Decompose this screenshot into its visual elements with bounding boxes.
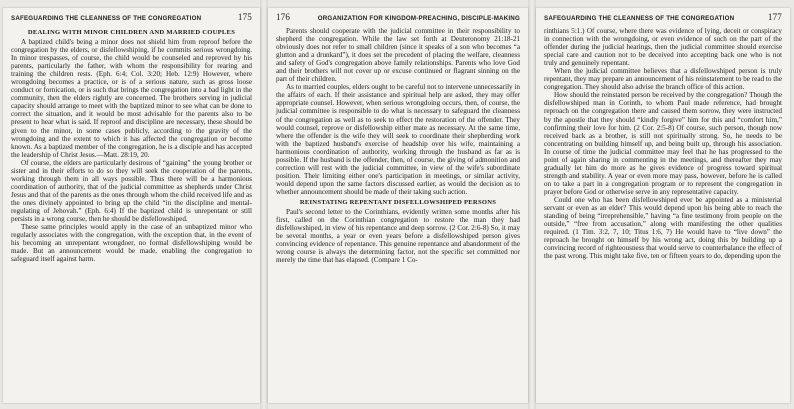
page-177	[536, 8, 790, 403]
page-body	[268, 26, 528, 264]
page-number: 177	[767, 12, 782, 22]
book-gutter-left	[260, 0, 268, 409]
paragraph: How should the reinstated person be received by the congregation? Though the disfellowshiped man in Corinth, to whom Paul made reference, had brought reproach on the congregation there and caused them sorrow, they were instructed by the apostle that they should “kindly forgive” him for this and “comfort him,” confirming their love for him. (2 Cor. 2:5-8) Of course, such person, though now received back as a brother, is still not spiritually strong. So, he needs to be concentrating on building himself up, and being built up, through his association. In course of time the judicial committee may feel that he has progressed to the point of again sharing in commenting in the meetings, and thereafter they may gradually let him do more as he gives evidence of progress toward spiritual strength and stability. A year or even more may pass, however, before he is called on to take a part in a congregation program or to represent the congregation in prayer before God or otherwise serve in any representative capacity.	[544, 91, 782, 196]
paragraph: Paul's second letter to the Corinthians, evidently written some months after his first, called on the Corinthian congregation to restore the man they had disfellowshiped, in view of his repentance and deep sorrow. (2 Cor. 2:6-8) So, it may be several months, a year or even years before a disfellowshiped person gives convincing evidence of repentance. This genuine repentance and abandonment of the wrong course is always the determining factor, not the specific set committed nor merely the time that has elapsed. (Compare 1 Co-	[276, 207, 520, 265]
paragraph: Parents should cooperate with the judicial committee in their responsibility to shepherd the congregation. While the law set forth at Deuteronomy 21:18-21 obviously does not refer to small children (since it speaks of a son who becomes “a glutton and a drunkard”), it does set the precedent of placing the welfare, cleanness and safety of God's congregation above family relationships. Parents who love God and their brothers will not cover up or excuse continued or flagrant sinning on the part of their children.	[276, 27, 520, 84]
paragraph: A baptized child's being a minor does not shield him from reproof before the congregation by the elders, or disfellowshiping, if he commits serious wrongdoing. In minor trespasses, of course, the child would be counseled and reproved by his parents, particularly the father, with whom the responsibility for rearing and training the children rests. (Eph. 6:4; Col. 3:20; Heb. 12:9) However, where wrongdoing becomes a practice, or is of a serious nature, such as gross loose conduct or fornication, or is such that brings the congregation into a bad light in the community, then the elders rightly are concerned. The brothers serving in judicial capacity should arrange to meet with the baptized minor to see what can be done to correct the situation, and it would be most advisable for the parents also to be present to hear what is said. If reproof and discipline are necessary, these should be given to the minor, in some cases publicly, according to the gravity of the wrongdoing and the extent to which it has affected the congregation or become known. As a baptized member of the congregation, he is a disciple and has accepted the leadership of Christ Jesus.—Matt. 28:19, 20.	[11, 38, 252, 159]
running-head	[268, 8, 528, 26]
running-head	[3, 8, 260, 26]
running-head-title: SAFEGUARDING THE CLEANNESS OF THE CONGREGATION	[11, 15, 202, 22]
paragraph: When the judicial committee believes that a disfellowshiped person is truly repentant, they may prepare an announcement of his reinstatement to be read to the congregation. They should also advise the branch office of this action.	[544, 67, 782, 92]
running-head-title: ORGANIZATION FOR KINGDOM-PREACHING, DISCIPLE-MAKING	[317, 15, 520, 22]
book-gutter-right	[528, 0, 536, 409]
running-head	[536, 8, 790, 26]
page-175	[3, 8, 260, 403]
paragraph: As to married couples, elders ought to be careful not to intervene unnecessarily in the affairs of each. If their assistance and spiritual help are asked, they may offer appropriate counsel. However, when serious wrongdoing occurs, then, of course, the judicial committee is responsible to do what is necessary to safeguard the cleanness of the congregation as well as to seek to effect the restoration of the offender. They would counsel, reprove or disfellowship either mate as necessary. At the same time, where the offender is the wife they will seek to coordinate their shepherding work with the baptized husband's exercise of headship over his wife, maintaining a harmonious coordination of authority, working through the husband as far as is possible. If the husband is the offender, then, of course, the giving of admonition and correction will rest with the judicial committee, in view of the wife's subordinate position. Their limiting either one's participation in meetings, or similar activity, would depend upon the same factors discussed earlier, as would the decision as to whether announcement should be made of their taking such action.	[276, 83, 520, 196]
paragraph: These same principles would apply in the case of an unbaptized minor who regularly associates with the congregation, with the exception that, in the event of his becoming an unrepentant wrongdoer, no formal disfellowshiping would be made. But an announcement would be made, enabling the congregation to safeguard itself against harm.	[11, 223, 252, 264]
paragraph: Of course, the elders are particularly desirous of “gaining” the young brother or sister and in their efforts to do so they will seek the cooperation of the parents, working through them in all ways possible. Thus there will be a harmonious coordination of authority, that of the judicial committee as shepherds under Christ Jesus and that of the parents as the ones through whom the child received life and as the ones divinely appointed to bring up the child “in the discipline and mental-regulating of Jehovah.” (Eph. 6:4) If the baptized child is unrepentant or still persists in a wrong course, then he should be disfellowshiped.	[11, 158, 252, 224]
page-number: 175	[237, 12, 252, 22]
page-176	[268, 8, 528, 403]
section-heading: REINSTATING REPENTANT DISFELLOWSHIPED PERSONS	[299, 198, 497, 206]
paragraph: rinthians 5:1.) Of course, where there was evidence of lying, deceit or conspiracy in connection with the wrongdoing, or even evidence of such on the part of the offender during the judicial hearings, then the judicial committee should exercise special care and caution not to be deceived into accepting back one who is not truly and genuinely repentant.	[544, 27, 782, 68]
page-body	[3, 26, 260, 263]
page-number: 176	[276, 12, 291, 22]
section-heading: DEALING WITH MINOR CHILDREN AND MARRIED COUPLES	[27, 29, 236, 36]
page-body	[536, 26, 790, 260]
paragraph: Could one who has been disfellowshiped ever be appointed as a ministerial servant or even as an elder? This would depend upon his being able to reach the standing of being “irreprehensible,” having “a fine testimony from people on the outside,” “free from accusation,” along with manifesting the other qualities required. (1 Tim. 3:2, 7, 10; Titus 1:6, 7) He would have to “live down” the reproach he brought on himself by his wrong act, doing this by building up a convincing record of righteousness that would serve to counterbalance the effect of the past wrong. This might take five, ten or fifteen years to do, depending upon the	[544, 195, 782, 261]
running-head-title: SAFEGUARDING THE CLEANNESS OF THE CONGREGATION	[544, 15, 735, 22]
